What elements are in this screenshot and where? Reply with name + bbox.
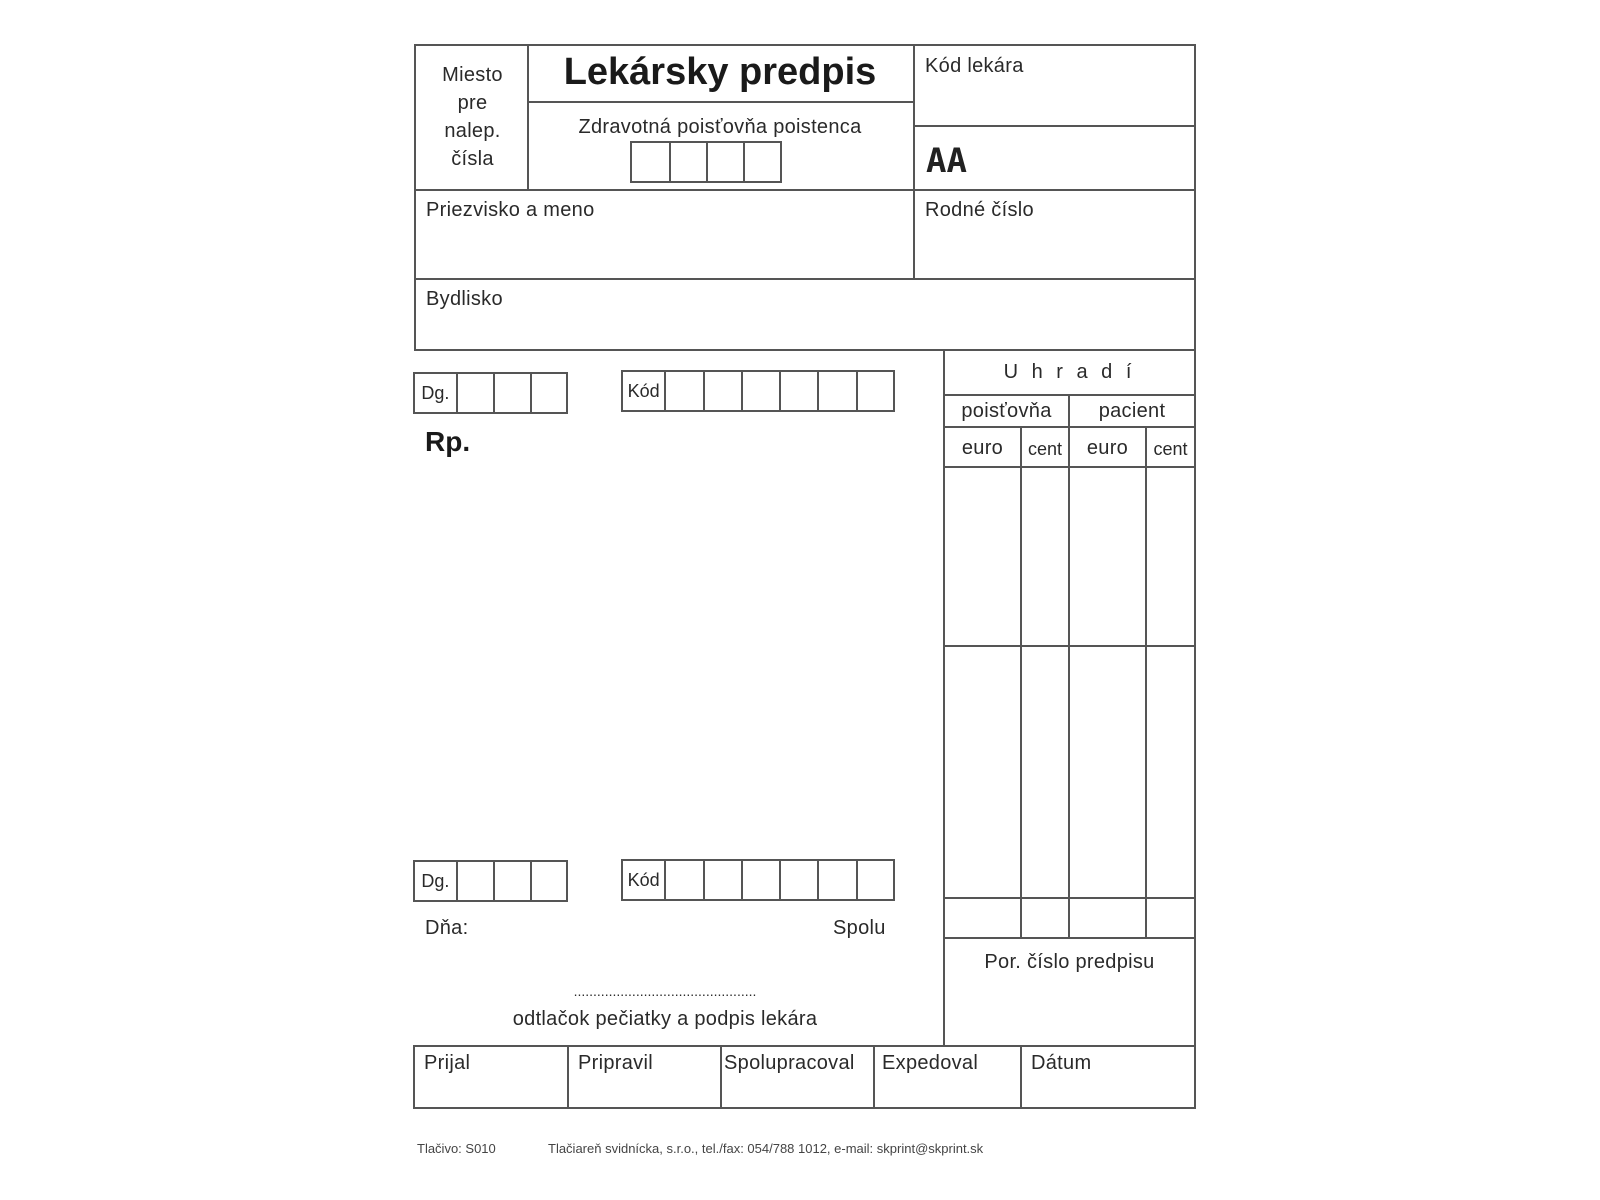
date-label: Dňa: (425, 917, 469, 939)
divider (527, 101, 913, 103)
code-boxes-top[interactable] (621, 370, 895, 412)
patient-label: pacient (1098, 400, 1166, 422)
doctor-code-value: AA (926, 141, 967, 181)
date-cell-label: Dátum (1031, 1052, 1092, 1074)
sticker-place-line-4: čísla (451, 148, 494, 170)
dg-label: Dg. (421, 870, 450, 891)
dispatched-label: Expedoval (882, 1052, 979, 1074)
insurer-euro-label: euro (961, 437, 1004, 459)
divider (1020, 426, 1022, 939)
address-label: Bydlisko (426, 288, 503, 310)
doctor-code-label: Kód lekára (925, 55, 1024, 77)
kod-label: Kód (627, 380, 660, 401)
printer-info: Tlačiareň svidnícka, s.r.o., tel./fax: 054/788 1012, e-mail: skprint@skprint.sk (548, 1141, 984, 1156)
serial-number-label: Por. číslo predpisu (984, 951, 1155, 973)
divider (720, 1045, 722, 1109)
kod-label: Kód (627, 869, 660, 890)
dg-label: Dg. (421, 382, 450, 403)
divider (414, 278, 1196, 280)
payment-right-border (1194, 350, 1196, 1047)
sticker-place-line-1: Miesto (442, 64, 503, 86)
payment-header: U h r a d í (1003, 361, 1136, 383)
signature-line: ............................................... (573, 983, 757, 999)
insurance-code-boxes[interactable] (630, 141, 782, 183)
signature-label: odtlačok pečiatky a podpis lekára (512, 1008, 818, 1030)
diagnosis-boxes-bottom[interactable] (413, 860, 568, 902)
sticker-place-line-2: pre (457, 92, 488, 114)
divider (1145, 426, 1147, 939)
divider (1020, 1045, 1022, 1109)
insurer-label: poisťovňa (961, 400, 1052, 422)
divider (414, 189, 1196, 191)
received-label: Prijal (424, 1052, 471, 1074)
form-code: Tlačivo: S010 (417, 1141, 496, 1156)
prepared-label: Pripravil (578, 1052, 653, 1074)
code-boxes-bottom[interactable] (621, 859, 895, 901)
rp-label: Rp. (425, 426, 471, 457)
insurer-cent-label: cent (1027, 439, 1063, 459)
divider (913, 44, 915, 279)
birth-number-label: Rodné číslo (925, 199, 1034, 221)
total-label: Spolu (833, 917, 886, 939)
diagnosis-boxes-top[interactable] (413, 372, 568, 414)
page-title: Lekársky predpis (563, 51, 877, 93)
divider (873, 1045, 875, 1109)
insurance-label: Zdravotná poisťovňa poistenca (578, 116, 862, 138)
patient-cent-label: cent (1153, 439, 1188, 459)
cooperated-label: Spolupracoval (724, 1052, 855, 1074)
patient-euro-label: euro (1086, 437, 1129, 459)
sticker-place-line-3: nalep. (444, 120, 501, 142)
name-label: Priezvisko a meno (426, 199, 595, 221)
divider (913, 125, 1196, 127)
divider (1068, 394, 1070, 939)
divider (567, 1045, 569, 1109)
